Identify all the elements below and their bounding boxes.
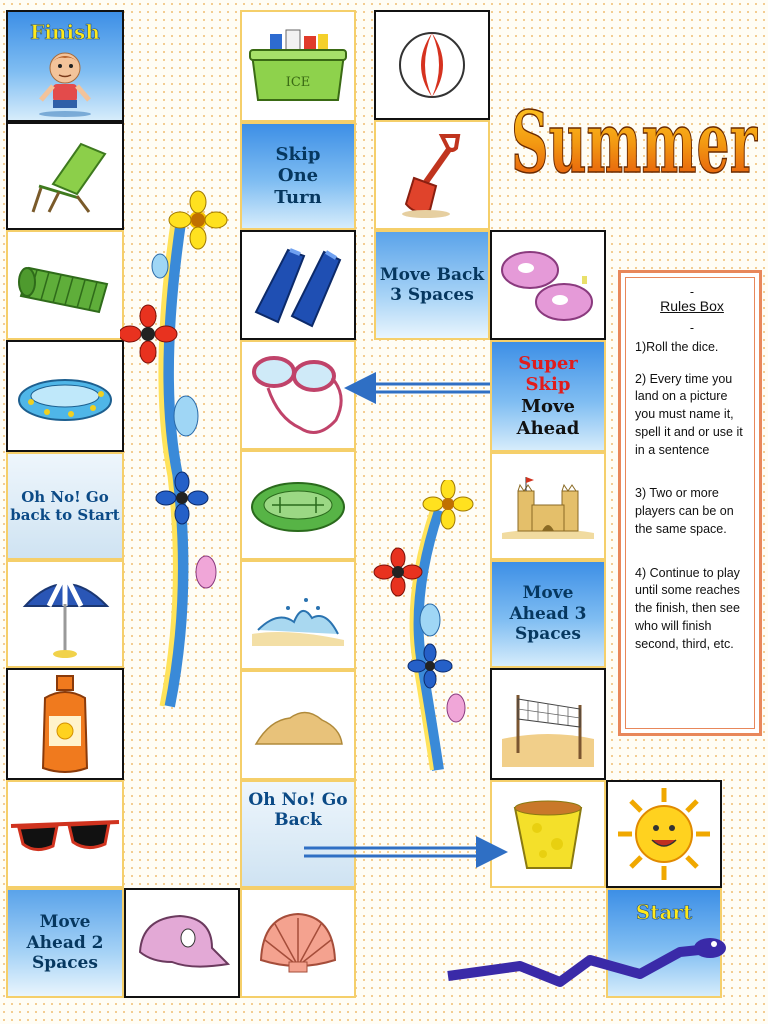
- rule-2: 2) Every time you land on a picture you must name it, spell it and or use it in a sentence: [635, 371, 743, 457]
- finish-square: [6, 10, 124, 122]
- rules-title: Rules Box: [660, 298, 724, 314]
- rules-dash-top: -: [689, 285, 695, 299]
- finish-label: Finish: [30, 20, 100, 44]
- arrow-left-icon: [340, 368, 496, 408]
- square-beach-ball: [374, 10, 490, 120]
- rules-dash-mid: -: [689, 320, 695, 335]
- square-goggles: [240, 340, 356, 450]
- rule-1: 1)Roll the dice.: [635, 339, 719, 354]
- rule-3: 3) Two or more players can be on the same space.: [635, 486, 734, 536]
- square-move-ahead-3: [490, 560, 606, 668]
- flower-stream-icon: [368, 480, 480, 780]
- square-beach-chair: [6, 122, 124, 230]
- svg-text:ICE: ICE: [285, 75, 311, 90]
- armbands-icon: [496, 240, 600, 330]
- square-flippers: [240, 230, 356, 340]
- move-back-3-text: Move Back 3 Spaces: [379, 264, 485, 305]
- square-sandcastle: [490, 452, 606, 560]
- sunglasses-icon: [9, 812, 121, 856]
- sun-icon: [616, 786, 712, 882]
- square-super-skip: [490, 340, 606, 452]
- square-oh-no-start: [6, 452, 124, 560]
- square-armbands: [490, 230, 606, 340]
- square-shell: [240, 888, 356, 998]
- square-beach-umbrella: [6, 560, 124, 668]
- square-move-ahead-2: [6, 888, 124, 998]
- super-skip-text: Super Skip: [518, 352, 578, 396]
- flippers-icon: [248, 240, 348, 330]
- volleyball-net-icon: [498, 679, 598, 769]
- sand-pile-icon: [250, 700, 346, 750]
- square-volleyball-net: [490, 668, 606, 780]
- square-sand-pile: [240, 670, 356, 780]
- inflatable-boat-icon: [248, 473, 348, 537]
- beach-chair-icon: [19, 136, 111, 216]
- shell-icon: [253, 906, 343, 980]
- square-sun: [606, 780, 722, 888]
- square-inflatable-boat: [240, 450, 356, 560]
- start-label: Start: [635, 900, 693, 924]
- paddling-pool-icon: [15, 366, 115, 426]
- skip-one-turn-text: Skip One Turn: [274, 143, 322, 208]
- oh-no-start-text: Oh No! Go back to Start: [10, 488, 120, 524]
- sunscreen-icon: [35, 672, 95, 776]
- move-ahead-text: Move Ahead: [516, 396, 580, 439]
- square-cooler: [240, 10, 356, 122]
- cooler-icon: [246, 24, 350, 108]
- arrow-right-icon: [300, 832, 512, 872]
- snake-icon: [440, 930, 730, 990]
- rule-4: 4) Continue to play until some reaches the finish, then see who will finish second, third, etc.: [635, 565, 740, 651]
- oh-no-go-back-text: Oh No! Go Back: [248, 790, 348, 831]
- boy-icon: [25, 46, 105, 118]
- sand-bucket-icon: [503, 788, 593, 880]
- move-ahead-3-text: Move Ahead 3 Spaces: [509, 583, 587, 645]
- move-ahead-2-text: Move Ahead 2 Spaces: [26, 912, 104, 974]
- cap-icon: [132, 908, 232, 978]
- square-paddling-pool: [6, 340, 124, 452]
- square-skip-one-turn: [240, 122, 356, 230]
- square-cap: [124, 888, 240, 998]
- square-sunglasses: [6, 780, 124, 888]
- goggles-icon: [248, 348, 348, 442]
- title-summer: [506, 12, 762, 208]
- beach-ball-icon: [392, 25, 472, 105]
- title-text: Summer: [511, 93, 759, 192]
- flower-stream-icon: [120, 176, 232, 716]
- spade-icon: [392, 130, 472, 220]
- square-spade: [374, 120, 490, 230]
- sandcastle-icon: [498, 471, 598, 541]
- square-sunscreen: [6, 668, 124, 780]
- wave-icon: [248, 580, 348, 650]
- super-skip-block: [511, 351, 585, 441]
- rules-box: [618, 270, 762, 736]
- beach-umbrella-icon: [19, 568, 111, 660]
- square-beach-mat: [6, 230, 124, 340]
- beach-mat-icon: [15, 250, 115, 320]
- square-wave: [240, 560, 356, 670]
- square-move-back-3: [374, 230, 490, 340]
